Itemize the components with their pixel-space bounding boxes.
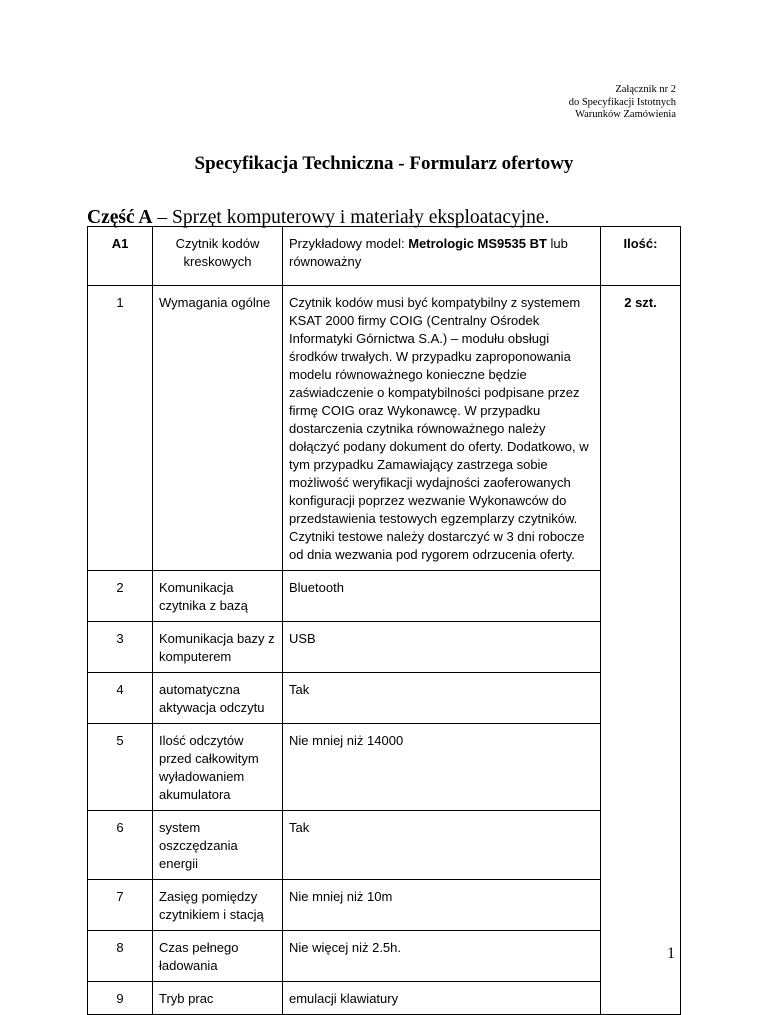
row-number: 9	[88, 982, 153, 1015]
section-description: – Sprzęt komputerowy i materiały eksploatacyjne.	[152, 207, 550, 228]
row-value: Czytnik kodów musi być kompatybilny z systemem KSAT 2000 firmy COIG (Centralny Ośrodek Informatyki Górnictwa S.A.) – modułu obsługi środków trwałych. W przypadku zaproponowania modelu równoważnego konieczne będzie zaświadczenie o kompatybilności podpisane przez firmę COIG oraz Wykonawcę. W przypadku dostarczenia czytnika równoważnego należy dołączyć podany dokument do oferty. Dodatkowo, w tym przypadku Zamawiający zastrzega sobie możliwość weryfikacji wydajności zaoferowanych konfiguracji poprzez wezwanie Wykonawców do przedstawienia testowych egzemplarzy czytników. Czytniki testowe należy dostarczyć w 3 dni robocze od dnia wezwania pod rygorem odrzucenia oferty.	[283, 286, 601, 571]
table-row	[88, 571, 681, 622]
row-name: Komunikacja czytnika z bazą	[153, 571, 283, 622]
section-label: Część A	[87, 207, 153, 228]
row-name: Zasięg pomiędzy czytnikiem i stacją	[153, 880, 283, 931]
table-row	[88, 724, 681, 811]
row-number: 2	[88, 571, 153, 622]
row-value: emulacji klawiatury	[283, 982, 601, 1015]
row-value: USB	[283, 622, 601, 673]
row-number: 6	[88, 811, 153, 880]
row-value: Tak	[283, 811, 601, 880]
table-row	[88, 286, 681, 571]
header-model-cell	[283, 227, 601, 286]
qty-value-cell	[601, 286, 681, 1015]
table-row	[88, 982, 681, 1015]
row-name: Czas pełnego ładowania	[153, 931, 283, 982]
row-value: Tak	[283, 673, 601, 724]
row-number: 1	[88, 286, 153, 571]
table-row	[88, 673, 681, 724]
header-id-cell: A1	[88, 227, 153, 286]
annex-line-1: Załącznik nr 2	[615, 84, 676, 95]
annex-line-3: Warunków Zamówienia	[575, 109, 676, 120]
row-name: Tryb prac	[153, 982, 283, 1015]
header-item-cell: Czytnik kodów kreskowych	[153, 227, 283, 286]
table-row	[88, 931, 681, 982]
row-name: automatyczna aktywacja odczytu	[153, 673, 283, 724]
row-number: 5	[88, 724, 153, 811]
row-value: Bluetooth	[283, 571, 601, 622]
row-name: Ilość odczytów przed całkowitym wyładowaniem akumulatora	[153, 724, 283, 811]
row-number: 3	[88, 622, 153, 673]
qty-value: 2 szt.	[624, 295, 657, 310]
spec-table	[87, 226, 681, 1015]
model-prefix: Przykładowy model:	[289, 236, 409, 251]
table-header-row	[88, 227, 681, 286]
model-name: Metrologic MS9535 BT	[408, 236, 547, 251]
annex-note	[476, 84, 676, 122]
table-row	[88, 880, 681, 931]
header-qty-cell: Ilość:	[601, 227, 681, 286]
annex-line-2: do Specyfikacji Istotnych	[568, 96, 676, 108]
page-number: 1	[667, 945, 675, 962]
row-name: system oszczędzania energii	[153, 811, 283, 880]
row-value: Nie mniej niż 14000	[283, 724, 601, 811]
table-row	[88, 622, 681, 673]
model-suffix: lub równoważny	[289, 236, 568, 269]
row-value: Nie więcej niż 2.5h.	[283, 931, 601, 982]
row-number: 8	[88, 931, 153, 982]
row-number: 4	[88, 673, 153, 724]
row-name: Wymagania ogólne	[153, 286, 283, 571]
table-row	[88, 811, 681, 880]
row-name: Komunikacja bazy z komputerem	[153, 622, 283, 673]
document-title: Specyfikacja Techniczna - Formularz ofertowy	[194, 153, 574, 174]
row-number: 7	[88, 880, 153, 931]
row-value: Nie mniej niż 10m	[283, 880, 601, 931]
